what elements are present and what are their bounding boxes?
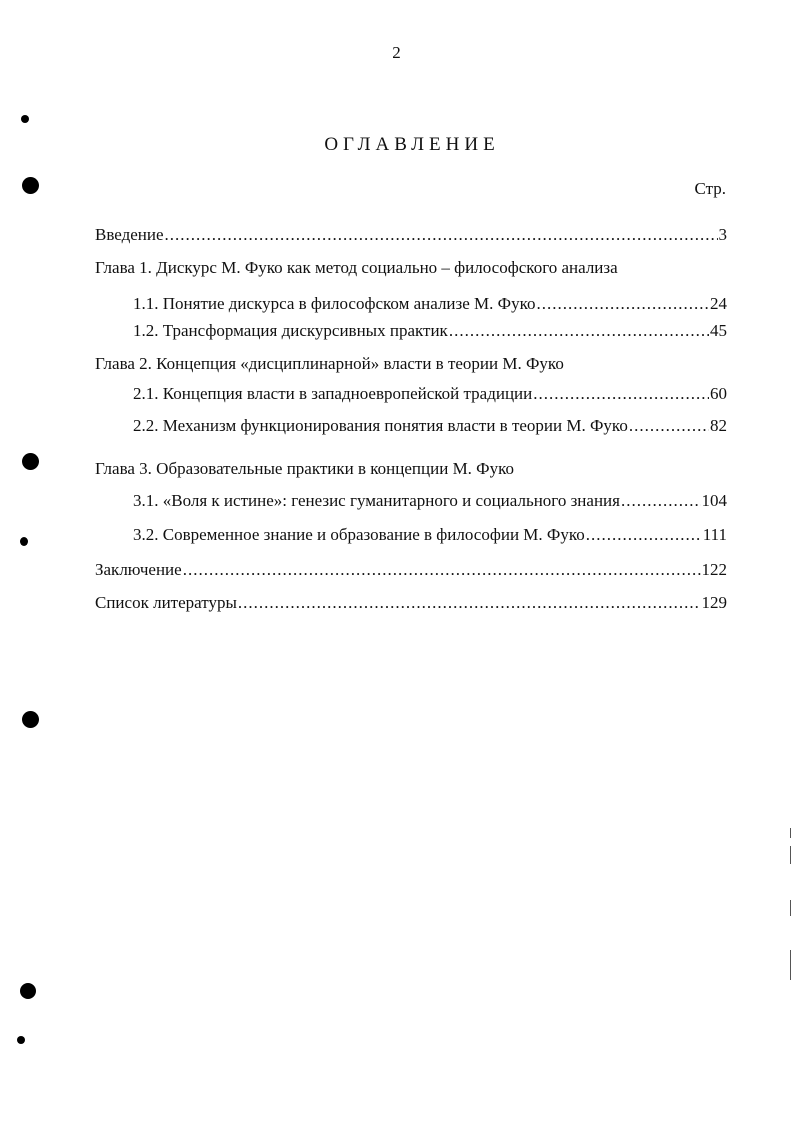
- scan-edge-mark: [790, 846, 791, 864]
- toc-entry-title: 2.2. Механизм функционирования понятия власти в теории М. Фуко: [133, 416, 628, 435]
- toc-entry-title: Список литературы: [95, 593, 237, 612]
- toc-entry-page: 45: [710, 321, 727, 340]
- toc-entry-title: 3.1. «Воля к истине»: генезис гуманитарного и социального знания: [133, 491, 620, 510]
- toc-chapter-1[interactable]: [95, 258, 618, 278]
- toc-entry-page: 82: [710, 416, 727, 435]
- toc-chapter-title: Глава 3. Образовательные практики в концепции М. Фуко: [95, 459, 515, 478]
- toc-entry-page: 122: [701, 560, 727, 579]
- dot-leader: [238, 593, 701, 613]
- dot-leader: [165, 225, 718, 245]
- dot-leader: [536, 294, 709, 314]
- punch-hole-mark: [22, 711, 39, 728]
- scan-edge-mark: [790, 900, 791, 916]
- toc-entry-title: 2.1. Концепция власти в западноевропейской традиции: [133, 384, 533, 403]
- dot-leader: [449, 321, 709, 341]
- toc-entry-2-1[interactable]: [133, 384, 727, 404]
- toc-entry-page: 129: [701, 593, 727, 612]
- punch-hole-mark: [22, 453, 39, 470]
- toc-entry-page: 24: [710, 294, 727, 313]
- punch-hole-mark: [21, 115, 29, 123]
- toc-entry-bibliography[interactable]: [95, 593, 727, 613]
- punch-hole-mark: [22, 177, 39, 194]
- toc-entry-page: 104: [701, 491, 727, 510]
- dot-leader: [629, 416, 709, 436]
- punch-hole-mark: [17, 1036, 25, 1044]
- toc-entry-title: 3.2. Современное знание и образование в философии М. Фуко: [133, 525, 585, 544]
- toc-entry-3-1[interactable]: [133, 491, 727, 511]
- toc-entry-conclusion[interactable]: [95, 560, 727, 580]
- page-column-label: Стр.: [694, 179, 726, 198]
- toc-entry-introduction[interactable]: [95, 225, 727, 245]
- toc-chapter-title: Глава 1. Дискурс М. Фуко как метод социально – философского анализа: [95, 258, 618, 277]
- punch-hole-mark: [20, 537, 28, 546]
- toc-chapter-3[interactable]: [95, 459, 514, 479]
- punch-hole-mark: [20, 983, 36, 999]
- dot-leader: [586, 525, 702, 545]
- toc-entry-1-2[interactable]: [133, 321, 727, 341]
- toc-entry-title: 1.1. Понятие дискурса в философском анализе М. Фуко: [133, 294, 536, 313]
- toc-entry-title: 1.2. Трансформация дискурсивных практик: [133, 321, 448, 340]
- toc-entry-page: 60: [710, 384, 727, 403]
- toc-entry-title: Заключение: [95, 560, 182, 579]
- toc-chapter-2[interactable]: [95, 354, 564, 374]
- page-number: 2: [392, 43, 401, 62]
- toc-entry-page: 111: [702, 525, 727, 544]
- toc-entry-3-2[interactable]: [133, 525, 727, 545]
- toc-entry-1-1[interactable]: [133, 294, 727, 314]
- scan-edge-mark: [790, 828, 791, 838]
- toc-title: ОГЛАВЛЕНИЕ: [324, 134, 500, 155]
- toc-entry-2-2[interactable]: [133, 416, 727, 436]
- toc-entry-page: 3: [718, 225, 727, 244]
- dot-leader: [621, 491, 701, 511]
- toc-chapter-title: Глава 2. Концепция «дисциплинарной» власти в теории М. Фуко: [95, 354, 564, 373]
- toc-entry-title: Введение: [95, 225, 164, 244]
- dot-leader: [183, 560, 701, 580]
- dot-leader: [533, 384, 709, 404]
- scan-edge-mark: [790, 950, 791, 980]
